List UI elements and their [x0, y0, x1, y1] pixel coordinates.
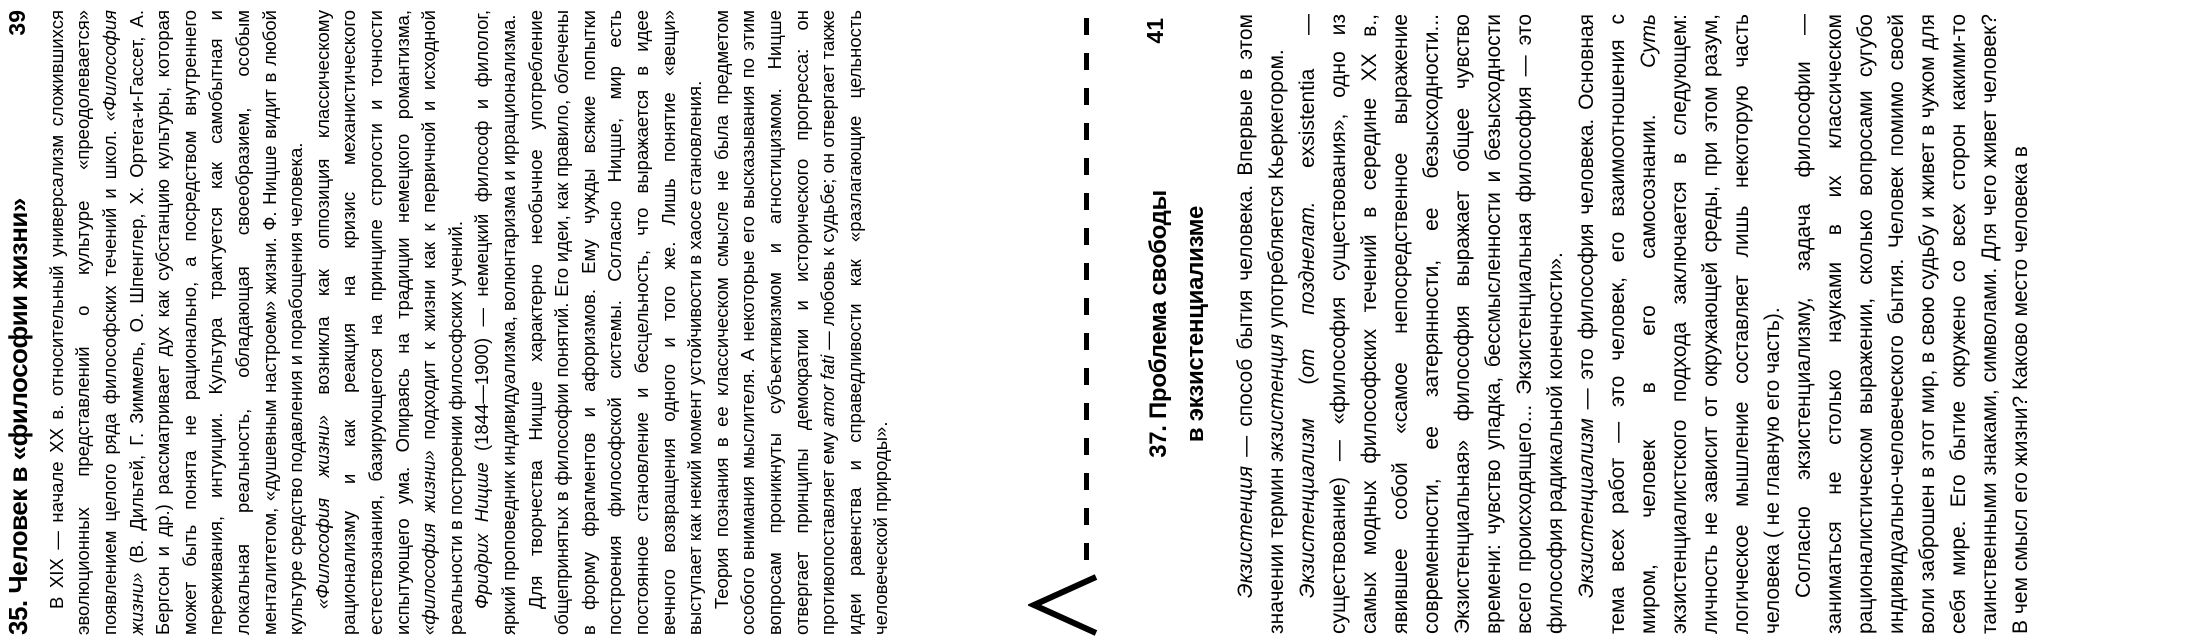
page-number-41: 41 [1142, 18, 1168, 44]
paragraph: Экзистенциализм — это философия человека. Основная тема всех работ — это человек, его взаимоотношения с миром, человек в его самосознании. Суть экзистенциалистского подхода заключается в следующем: личность не зависит от окружающей среды, при этом разум, логическое мышление составляет лишь некоторую часть человека ( не главную его часть). [1575, 14, 1784, 634]
paragraph: Для творчества Ницше характерно необычное употребление общепринятых в философии понятий. Его идеи, как правило, облечены в форму фрагментов и афоризмов. Ему чужды всякие попытки построения философской системы. Согласно Ницше, мир есть постоянное становление и бесцельность, что выражается в идее вечного возвращения одного и того же. Лишь понятие «вещи» выступает как некий момент устойчивости в хаосе становления. [524, 10, 706, 635]
section-41-title-line2: в экзистенциализме [1182, 205, 1209, 443]
section-philosophy-of-life [4, 0, 895, 640]
cut-separator [1028, 0, 1100, 640]
paragraph: Фридрих Ницше (1844—1900) — немецкий философ и филолог, яркий проповедник индивидуализма, волюнтаризма и иррационализма. [471, 10, 519, 635]
section-41-header [1140, 14, 1214, 634]
paragraph: «Философия жизни» возникла как оппозиция классическому рационализму и как реакция на кризис механистического естествознания, базирующегося на принципе строгости и точности испытующего ума. Опираясь на традиции немецкого романтизма, «философия жизни» подходит к жизни как к первичной и исходной реальности в построении философских учений. [311, 9, 466, 635]
section-39-title: 35. Человек в «философии жизни» [3, 198, 33, 635]
paragraph: Экзистенциализм (от позднелат. exsistentia — существование) — «философия существования», одно из самых модных философских течений в середине XX в., явившее собой «самое непосредственное выражение современности, ее затерянности, ее безысходности... Экзистенциальная» философия выражает общее чувство времени: чувство упадка, бессмысленности и безысходности всего происходящего... Экзистенциальная философия — это философия радикальной конечности». [1296, 14, 1567, 634]
section-39-header [4, 10, 34, 635]
paragraph: В XIX — начале XX в. относительный универсализм сложившихся эволюционных представлений о культуре «преодолевается» появлением целого ряда философских течений и школ. «Философия жизни» (В. Дильтей, Г. Зиммель, О. Шпенглер, Х. Ортега-и-Гассет, А. Бергсон и др.) рассматривает дух как субстанцию культуры, которая может быть понята не рационально, а посредством внутреннего переживания, интуиции. Культура трактуется как самобытная и локальная реальность, обладающая своеобразием, особым менталитетом, «душевным настроем» жизни. Ф. Ницше видит в любой культуре средство подавления и порабощения человека. [45, 10, 307, 635]
paragraph: Экзистенция — способ бытия человека. Впервые в этом значении термин экзистенция употребляется Кьеркегором. [1234, 14, 1288, 634]
cut-here-chevron-icon [1028, 572, 1098, 638]
section-39-text [44, 10, 895, 635]
section-41-text [1230, 14, 2036, 634]
section-existentialism [1140, 0, 2036, 640]
section-41-title-line1: 37. Проблема свободы [1145, 190, 1172, 458]
paragraph: Согласно экзистенциализму, задача философии — заниматься не столько науками в их классическом рационалистическом выражении, сколько вопросами сугубо индивидуально-человеческого бытия. Человек помимо своей воли заброшен в этот мир, в свою судьбу и живет в чужом для себя мире. Его бытие окружено со всех сторон какими-то таинственными знаками, символами. Для чего живет человек? В чем смысл его жизни? Каково место человека в [1792, 14, 2032, 634]
page-number-39: 39 [4, 10, 30, 36]
paragraph: Теория познания в ее классическом смысле не была предметом особого внимания мыслителя. А некоторые его высказывания по этим вопросам проникнуты субъективизмом и агностицизмом. Ницше отвергает принципы демократии и исторического прогресса: он противопоставляет ему amor fati — любовь к судьбе; он отвергает также идеи равенства и справедливости как «разлагающие цельность человеческой природы». [710, 9, 892, 635]
dashed-cut-line [1084, 0, 1089, 560]
